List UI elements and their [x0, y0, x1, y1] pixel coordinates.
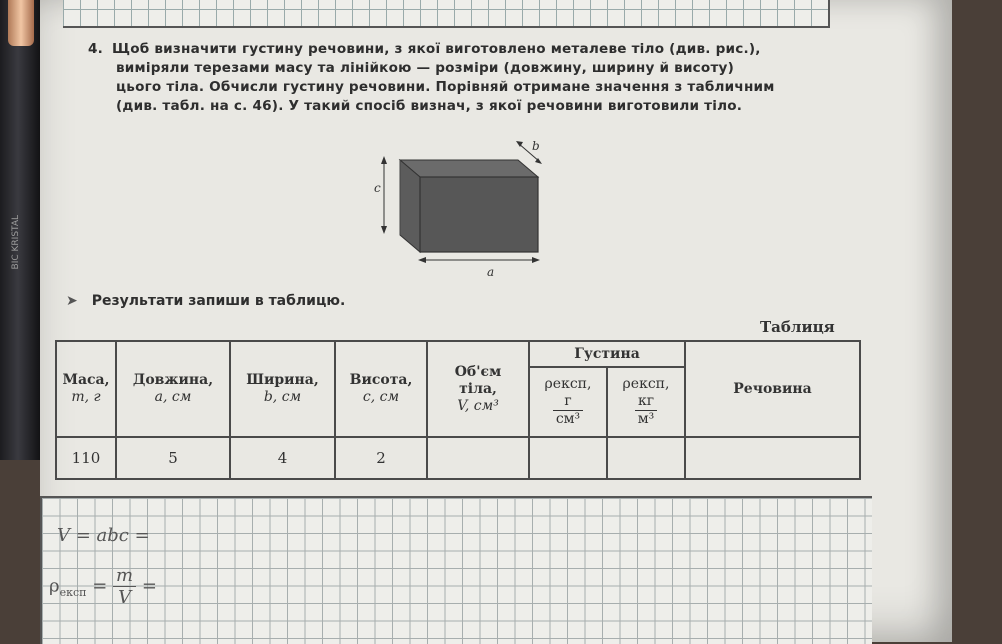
header-rho-kg-label: ρекcп,: [622, 376, 670, 392]
volume-formula: V = abc =: [57, 525, 150, 546]
rho-subscript: експ: [59, 586, 87, 600]
unit-denominator: м³: [637, 411, 655, 427]
pen-cap: [8, 0, 34, 46]
pen-brand-text: BIC KRISTAL: [11, 215, 21, 270]
cell-mass[interactable]: 110: [56, 437, 116, 479]
arrow-right-icon: ➤: [66, 293, 78, 309]
header-length-label: Довжина,: [132, 372, 214, 388]
header-height: [335, 341, 427, 437]
dimension-b-label: b: [532, 140, 540, 153]
cell-width[interactable]: 4: [230, 437, 335, 479]
task-line-4: (див. табл. на с. 46). У такий спосіб визнач, з якої речовини виготовили тіло.: [116, 98, 743, 114]
header-substance: Речовина: [685, 341, 860, 437]
header-mass: [56, 341, 116, 437]
task-text: [88, 40, 848, 116]
cell-volume[interactable]: [427, 437, 529, 479]
header-width-label: Ширина,: [246, 372, 319, 388]
header-volume-label: Об'єм: [454, 363, 502, 380]
cell-rho-g-cm3[interactable]: [529, 437, 607, 479]
density-formula: [49, 565, 157, 608]
unit-numerator: кг: [635, 393, 658, 411]
header-rho-kg-m3: [607, 367, 685, 437]
header-volume: [427, 341, 529, 437]
rho-symbol: ρ: [49, 575, 60, 597]
density-fraction: [113, 565, 136, 608]
header-width: [230, 341, 335, 437]
results-prompt-text: Результати запиши в таблицю.: [91, 293, 346, 309]
unit-denominator: см³: [555, 411, 581, 427]
header-rho-g-cm3: [529, 367, 607, 437]
unit-numerator: г: [553, 393, 583, 411]
header-height-label: Висота,: [349, 372, 413, 388]
box-front-face: [420, 177, 538, 252]
results-table: [55, 340, 861, 480]
cell-substance[interactable]: [685, 437, 860, 479]
top-grid-area: [63, 0, 830, 28]
fraction-numerator: m: [113, 565, 136, 587]
task-line-2: виміряли терезами масу та лінійкою — розміри (довжину, ширину й висоту): [116, 60, 735, 76]
task-line-1: Щоб визначити густину речовини, з якої виготовлено металеве тіло (див. рис.),: [112, 41, 761, 57]
task-line-3: цього тіла. Обчисли густину речовини. Порівняй отримане значення з табличним: [116, 79, 775, 95]
cell-height[interactable]: 2: [335, 437, 427, 479]
dimension-c-label: c: [374, 181, 381, 195]
header-rho-kg-unit: [635, 393, 658, 428]
header-density: Густина: [529, 341, 685, 367]
header-volume-unit: V, см³: [457, 397, 499, 414]
header-mass-label: Маса,: [62, 372, 110, 388]
equals-sign: =: [92, 575, 108, 597]
box-figure: [370, 140, 570, 285]
cell-length[interactable]: 5: [116, 437, 230, 479]
header-height-unit: c, см: [362, 389, 400, 405]
header-mass-unit: m, г: [71, 389, 101, 405]
bottom-grid-area: [40, 496, 872, 644]
pen: [0, 0, 40, 460]
header-rho-g-label: ρекcп,: [544, 376, 592, 392]
cell-rho-kg-m3[interactable]: [607, 437, 685, 479]
header-volume-label-2: тіла,: [459, 380, 497, 397]
fraction-denominator: V: [118, 587, 132, 608]
results-prompt: [66, 293, 345, 309]
dimension-a-label: a: [487, 265, 495, 279]
task-number: 4.: [88, 41, 104, 57]
header-width-unit: b, см: [263, 389, 302, 405]
header-length: [116, 341, 230, 437]
equals-sign-end: =: [141, 575, 157, 597]
header-length-unit: a, см: [154, 389, 192, 405]
table-caption: Таблиця: [760, 318, 835, 336]
header-rho-g-unit: [553, 393, 583, 428]
